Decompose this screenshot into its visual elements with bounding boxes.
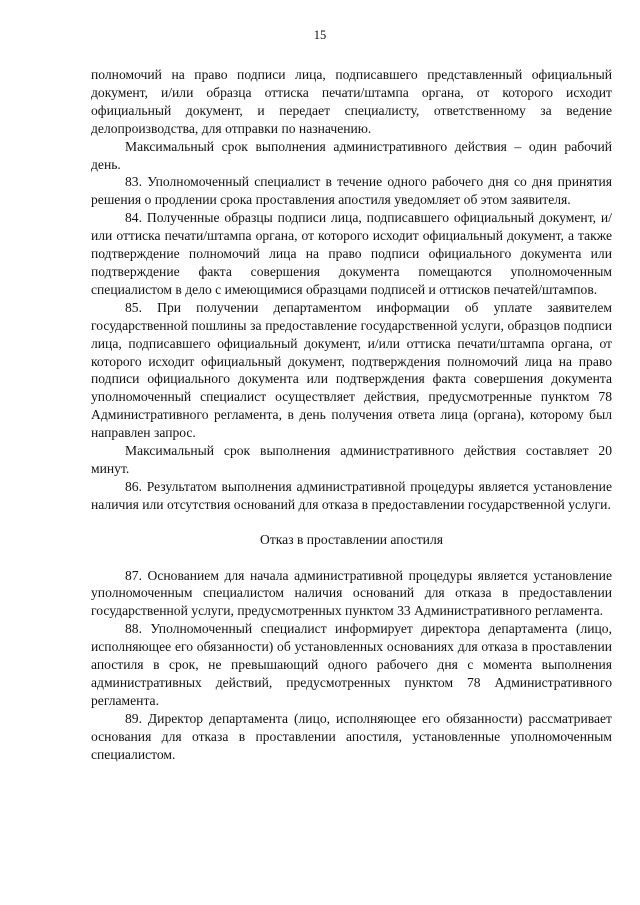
paragraph-87: 87. Основанием для начала административной процедуры является установление уполномоченным специалистом наличия оснований для отказа в предоставлении государственной услуги, предусмотренных пунктом 33 Административного регламента.: [91, 567, 612, 619]
paragraph-continuation: полномочий на право подписи лица, подписавшего представленный официальный документ, и/или образца оттиска печати/штампа органа, от которого исходит официальный документ, и передает специалисту, ответственному за ведение делопроизводства, для отправки по назначению.: [91, 67, 612, 136]
paragraph-88: 88. Уполномоченный специалист информирует директора департамента (лицо, исполняющее его обязанности) об установленных основаниях для отказа в проставлении апостиля в срок, не превышающий одного рабочего дня с момента выполнения административных действий, предусмотренных пунктом 78 Административного регламента.: [91, 621, 612, 708]
document-body: [91, 66, 612, 764]
paragraph-89: 89. Директор департамента (лицо, исполняющее его обязанности) рассматривает основания для отказа в проставлении апостиля, установленные уполномоченным специалистом.: [91, 710, 612, 762]
paragraph-max-time-2: Максимальный срок выполнения административного действия составляет 20 минут.: [91, 443, 612, 476]
page-number: 15: [313, 28, 327, 42]
section-heading: Отказ в проставлении апостиля: [260, 531, 443, 547]
paragraph-max-time-1: Максимальный срок выполнения административного действия – один рабочий день.: [91, 138, 612, 172]
paragraph-85: 85. При получении департаментом информации об уплате заявителем государственной пошлины за предоставление государственной услуги, образцов подписи лица, подписавшего официальный документ, и/или оттиска печати/штампа органа, от которого исходит официальный документ, подтверждения полномочий лица на право подписи официального документа или подтверждения факта совершения документа уполномоченный специалист осуществляет действия, предусмотренные пунктом 78 Административного регламента, в день получения ответа лица (органа), которому был направлен запрос.: [91, 299, 612, 441]
paragraph-83: 83. Уполномоченный специалист в течение одного рабочего дня со дня принятия решения о продлении срока проставления апостиля уведомляет об этом заявителя.: [91, 174, 612, 208]
paragraph-84: 84. Полученные образцы подписи лица, подписавшего официальный документ, и/или оттиска печати/штампа органа, от которого исходит официальный документ, а также подтверждение полномочий лица на право подписи официального документа или подтверждение факта совершения документа помещаются уполномоченным специалистом в дело с имеющимися образцами подписей и оттисков печатей/штампов.: [91, 210, 612, 297]
paragraph-86: 86. Результатом выполнения административной процедуры является установление наличия или отсутствия оснований для отказа в предоставлении государственной услуги.: [91, 478, 612, 512]
